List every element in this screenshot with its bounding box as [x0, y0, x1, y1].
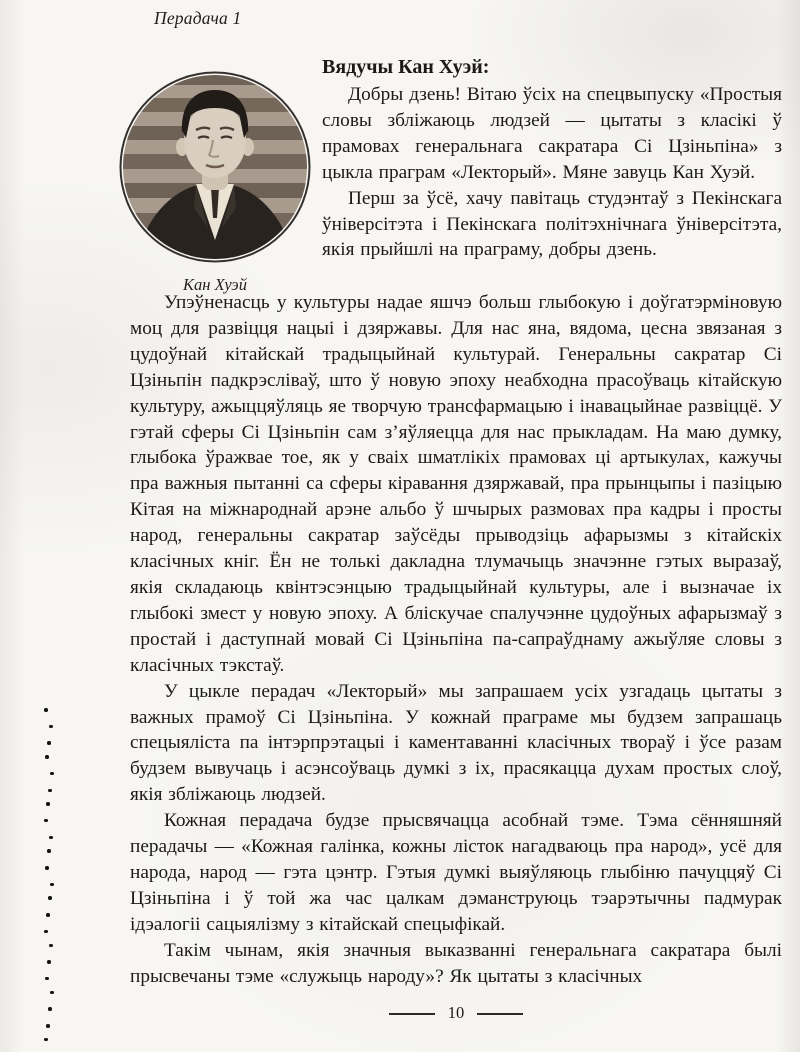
binding-dot	[50, 883, 54, 887]
footer-left-dash	[389, 1013, 435, 1015]
binding-dot	[48, 1007, 52, 1011]
intro-column	[322, 54, 782, 263]
binding-dots	[0, 0, 70, 1052]
binding-dot	[50, 772, 54, 776]
running-head: Перадача 1	[154, 8, 242, 28]
binding-dot	[46, 913, 50, 917]
page-number: 10	[447, 1003, 465, 1022]
page-footer	[130, 1003, 782, 1023]
portrait-photo	[116, 68, 314, 266]
body-paragraph: У цыкле перадач «Лекторый» мы запрашаем усіх узгадаць цытаты з важных прамоў Сі Цзіньпіна. У кожнай праграме мы будзем запрашаць спецыяліста па інтэрпрэтацыі і каментаванні класічных твораў і ўсе разам будзем вывучаць і асэнсоўваць думкі з іх, прасякацца духам простых слоў, якія збліжаюць людзей.	[130, 680, 782, 806]
binding-dot	[46, 802, 50, 806]
portrait-caption: Кан Хуэй	[183, 275, 247, 294]
binding-dot	[44, 708, 48, 712]
binding-dot	[45, 866, 49, 870]
footer-right-dash	[477, 1013, 523, 1015]
binding-dot	[48, 789, 52, 793]
binding-dot	[49, 725, 53, 729]
binding-dot	[47, 741, 51, 745]
intro-paragraph: Добры дзень! Вітаю ўсіх на спецвыпуску «Простыя словы збліжаюць людзей — цытаты з класікі ў прамовах генеральнага сакратара Сі Цзіньпіна» з цыкла праграм «Лекторый». Мяне завуць Кан Хуэй.	[322, 84, 782, 183]
binding-dot	[46, 1024, 50, 1028]
binding-dot	[44, 930, 48, 934]
body-paragraph: Кожная перадача будзе прысвячацца асобнай тэме. Тэма сённяшняй перадачы — «Кожная галінка, кожны лісток нагадваюць пра народ», усё для народа, народ — гэта цэнтр. Гэтыя думкі выяўляюць глыбіню пачуццяў Сі Цзіньпіна і ў той жа час цалкам дэманструюць тэарэтычны падмурак ідэалогіі сацыялізму з кітайскай спецыфікай.	[130, 810, 782, 935]
binding-dot	[48, 896, 52, 900]
body-paragraph: Такім чынам, якія значныя выказванні генеральнага сакратара былі прысвечаны тэме «служыць народу»? Як цытаты з класічных	[130, 939, 782, 987]
body-paragraph: Упэўненасць у культуры надае яшчэ больш глыбокую і доўгатэрміновую моц для развіцця нацыі і дзяржавы. Для нас яна, вядома, цесна звязаная з цудоўнай кітайскай традыцыйнай культурай. Генеральны сакратар Сі Цзіньпін падкрэсліваў, што ў новую эпоху неабходна прасоўваць кітайскую культуру, ажыццяўляць яе творчую трансфармацыю і інавацыйнае развіццё. У гэтай сферы Сі Цзіньпін сам з’яўляецца для нас прыкладам. На маю думку, глыбока ўражвае тое, як у сваіх шматлікіх прамовах ці артыкулах, кажучы пра важныя пытанні са сферы кіравання дзяржавай, пра прынцыпы і пазіцыю Кітая на міжнароднай арэне альбо ў шчырых размовах пра кадры і просты народ, генеральны сакратар заўсёды прыводзіць афарызмы з кітайскіх класічных кніг. Ён не толькі дакладна тлумачыць значэнне гэтых выразаў, якія складаюць квінтэсэнцыю традыцыйнай культуры, але і вызначае іх глыбокі змест у новую эпоху. А бліскучае спалучэнне цудоўных афарызмаў з простай і даступнай мовай Сі Цзіньпіна па-сапраўднаму ажыўляе словы з класічных тэкстаў.	[130, 292, 782, 676]
binding-dot	[47, 849, 51, 853]
binding-dot	[45, 977, 49, 981]
binding-dot	[50, 991, 54, 995]
portrait-photo-image	[116, 68, 314, 266]
host-heading: Вядучы Кан Хуэй:	[322, 56, 490, 78]
binding-dot	[47, 960, 51, 964]
portrait-figure	[116, 68, 314, 295]
binding-dot	[49, 836, 53, 840]
binding-dot	[44, 819, 48, 823]
binding-dot	[44, 1038, 48, 1042]
intro-paragraph: Перш за ўсё, хачу павітаць студэнтаў з Пекінскага ўніверсітэта і Пекінскага політэхнічнага ўніверсітэта, якія прыйшлі на праграму, добры дзень.	[322, 187, 782, 261]
binding-dot	[45, 755, 49, 759]
binding-dot	[49, 944, 53, 948]
body-text	[130, 290, 782, 989]
